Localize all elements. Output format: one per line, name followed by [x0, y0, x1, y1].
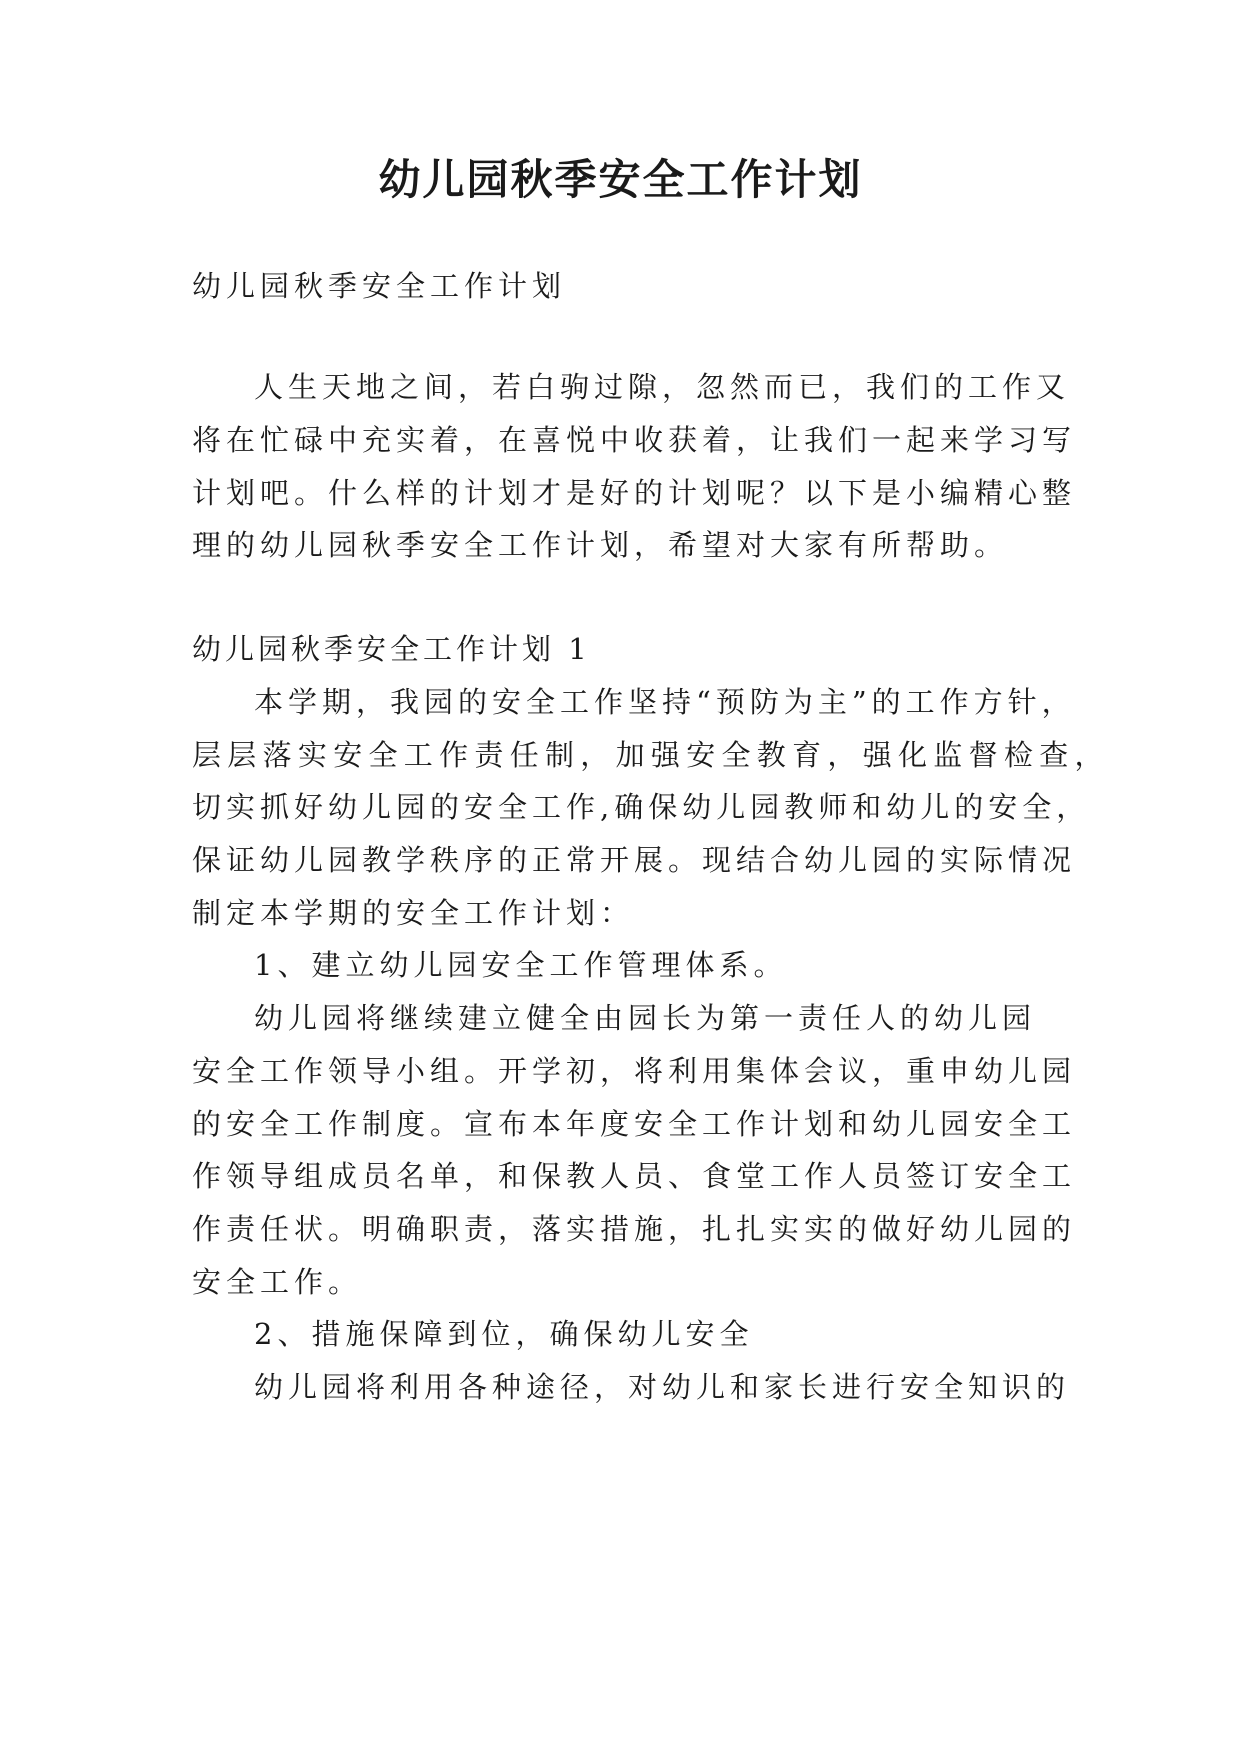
intro-line: 理的幼儿园秋季安全工作计划，希望对大家有所帮助。 [192, 528, 1009, 562]
section-paragraph-line: 本学期，我园的安全工作坚持“预防为主”的工作方针， [254, 685, 1076, 719]
section-heading: 幼儿园秋季安全工作计划 1 [192, 632, 591, 666]
intro-line: 计划吧。什么样的计划才是好的计划呢？以下是小编精心整 [192, 476, 1077, 510]
document-title: 幼儿园秋季安全工作计划 [378, 155, 863, 204]
item1-paragraph-line: 的安全工作制度。宣布本年度安全工作计划和幼儿园安全工 [192, 1107, 1077, 1141]
section-paragraph-line: 保证幼儿园教学秩序的正常开展。现结合幼儿园的实际情况 [192, 843, 1077, 877]
intro-line: 将在忙碌中充实着，在喜悦中收获着，让我们一起来学习写 [192, 423, 1077, 457]
item1-heading: 1、建立幼儿园安全工作管理体系。 [254, 948, 788, 982]
item1-paragraph-line: 作领导组成员名单，和保教人员、食堂工作人员签订安全工 [192, 1159, 1077, 1193]
item1-paragraph-line: 安全工作领导小组。开学初，将利用集体会议，重申幼儿园 [192, 1054, 1077, 1088]
section-paragraph-line: 层层落实安全工作责任制，加强安全教育，强化监督检查， [192, 738, 1110, 772]
section-paragraph-line: 制定本学期的安全工作计划： [192, 896, 635, 930]
document-subtitle: 幼儿园秋季安全工作计划 [192, 269, 567, 303]
item2-heading: 2、措施保障到位，确保幼儿安全 [254, 1317, 754, 1351]
item1-paragraph-line: 幼儿园将继续建立健全由园长为第一责任人的幼儿园 [254, 1001, 1037, 1035]
item1-paragraph-line: 安全工作。 [192, 1265, 363, 1299]
intro-line: 人生天地之间，若白驹过隙，忽然而已，我们的工作又 [254, 370, 1071, 404]
item2-paragraph-line: 幼儿园将利用各种途径，对幼儿和家长进行安全知识的 [254, 1370, 1071, 1404]
section-paragraph-line: 切实抓好幼儿园的安全工作,确保幼儿园教师和幼儿的安全， [192, 790, 1091, 824]
item1-paragraph-line: 作责任状。明确职责，落实措施，扎扎实实的做好幼儿园的 [192, 1212, 1077, 1246]
